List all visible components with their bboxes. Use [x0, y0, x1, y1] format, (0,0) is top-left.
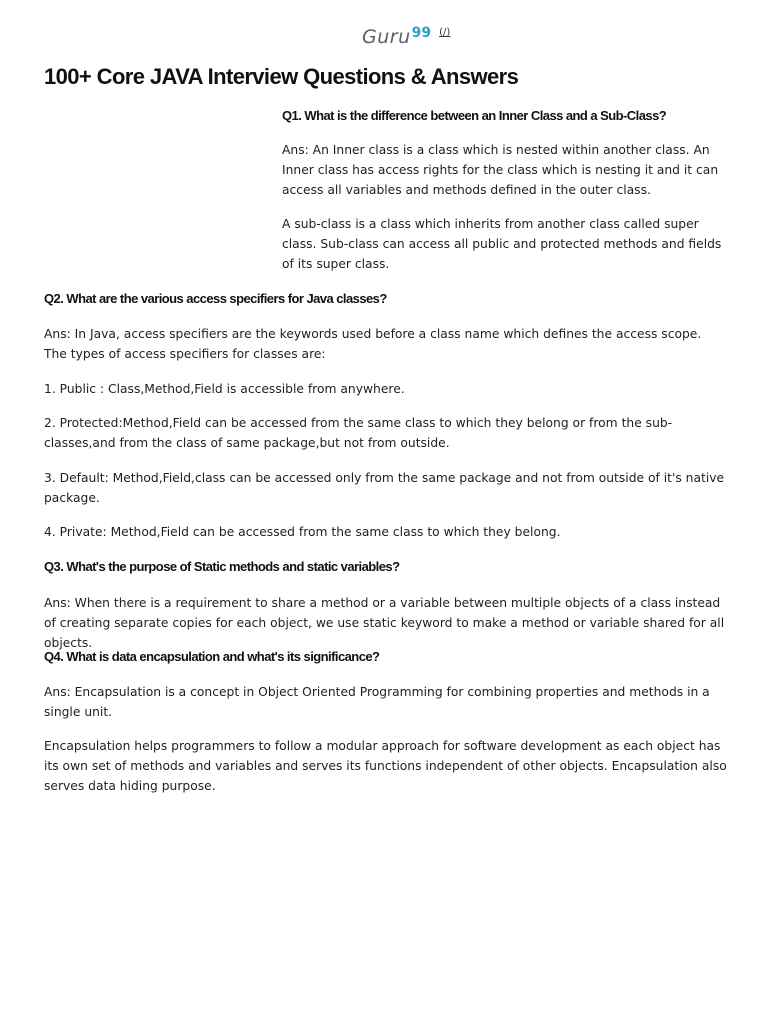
- guru99-logo[interactable]: [362, 24, 450, 50]
- logo-text: Guru: [362, 26, 411, 48]
- q4-question: Q4. What is data encapsulation and what's its significance?: [44, 649, 380, 664]
- q3-answer: Ans: When there is a requirement to share a method or a variable between multiple objects of a class instead of creating separate copies for each object, we use static keyword to make a method or variable shared for all objects.: [44, 596, 725, 650]
- q2-item-protected: 2. Protected:Method,Field can be accessed from the same class to which they belong or from the sub-classes,and from the class of same package,but not from outside.: [44, 416, 673, 450]
- q2-item-default: 3. Default: Method,Field,class can be accessed only from the same package and not from outside of it's native package.: [44, 471, 725, 505]
- logo-mark: (/): [439, 27, 451, 38]
- q4-answer-2: Encapsulation helps programmers to follow a modular approach for software development as each object has its own set of methods and variables and serves its functions independent of other objects. Encapsulation also serves data hiding purpose.: [44, 739, 727, 793]
- q2-item-private: 4. Private: Method,Field can be accessed from the same class to which they belong.: [44, 525, 561, 539]
- logo-number: 99: [411, 25, 432, 41]
- page-title: 100+ Core JAVA Interview Questions & Answers: [44, 64, 519, 89]
- q1-answer-2: A sub-class is a class which inherits from another class called super class. Sub-class can access all public and protected methods and fields of its super class.: [282, 217, 722, 271]
- q2-answer: Ans: In Java, access specifiers are the keywords used before a class name which defines the access scope. The types of access specifiers for classes are:: [44, 327, 702, 361]
- q2-question: Q2. What are the various access specifiers for Java classes?: [44, 291, 387, 306]
- q2-item-public: 1. Public : Class,Method,Field is accessible from anywhere.: [44, 382, 405, 396]
- q1-answer-1: Ans: An Inner class is a class which is nested within another class. An Inner class has access rights for the class which is nesting it and it can access all variables and methods defined in the outer class.: [282, 143, 719, 197]
- q1-question: Q1. What is the difference between an Inner Class and a Sub-Class?: [282, 108, 667, 123]
- q4-answer-1: Ans: Encapsulation is a concept in Object Oriented Programming for combining properties and methods in a single unit.: [44, 685, 710, 719]
- q3-question: Q3. What's the purpose of Static methods and static variables?: [44, 559, 400, 574]
